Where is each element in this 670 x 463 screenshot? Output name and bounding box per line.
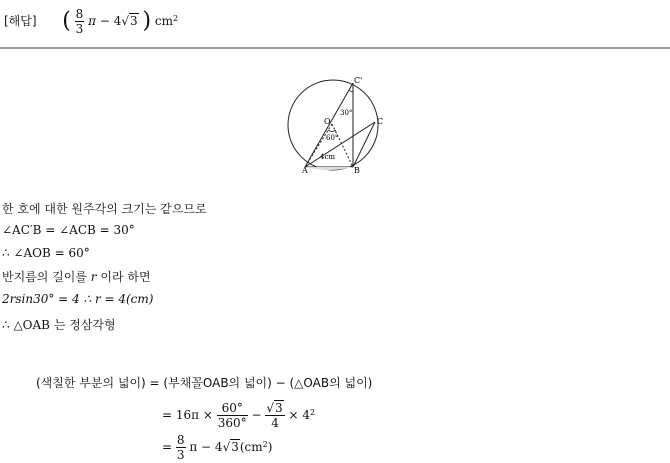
answer-sqrt: √3 [121,14,138,28]
label-length: 4cm [320,153,336,161]
answer-minus: − 4 [99,14,122,28]
sector-fraction: $\frac{60^\circ}{360^\circ}$ [217,401,247,430]
solution-line-6: ∴ △OAB 는 정삼각형 [2,318,116,332]
answer-label: [해답] [4,14,37,28]
open-paren: ( [62,8,71,34]
solution-line-4: 반지름의 길이를 r 이라 하면 [2,270,151,284]
solution-line-2: ∠AC′B = ∠ACB = 30° [2,223,135,237]
answer-unit: $cm^2$ [154,14,179,28]
solution-line-1: 한 호에 대한 원주각의 크기는 같으므로 [2,202,207,216]
answer-line [4,6,178,36]
label-a: A [302,166,308,175]
angle-mark-top [349,90,353,92]
answer-pi: π [88,14,96,28]
label-angle-60: 60° [326,134,339,142]
section-divider [0,47,670,49]
result-fraction: $\frac{8}{3}$ [176,433,185,462]
label-c-prime: C' [354,76,363,85]
triangle-fraction: $\frac{√3}{4}$ [266,401,283,430]
angle-mark-center [328,130,336,132]
solution-line-5: 2rsin30° = 4 ∴ r = 4(cm) [2,292,154,306]
area-step-2: = 16π × $\frac{60^\circ}{360^\circ}$ − $\frac{√3}{4}$ × $4^2$ [162,401,316,430]
answer-fraction: $\frac{8}{3}$ [75,7,84,36]
label-angle-30: 30° [340,109,353,117]
label-c: C [377,117,384,126]
label-o: O [324,117,331,126]
circle-figure [282,75,392,175]
area-step-3: = $\frac{8}{3}$ $\pi - 4√3(cm^2)$ [162,433,273,462]
solution-line-3: ∴ ∠AOB = 60° [2,246,90,260]
label-b: B [354,166,360,175]
close-paren: ) [142,8,152,34]
area-equation-lhs: (색칠한 부분의 넓이) = (부채꼴OAB의 넓이) − (△OAB의 넓이) [36,376,373,390]
shaded-region [305,167,353,170]
